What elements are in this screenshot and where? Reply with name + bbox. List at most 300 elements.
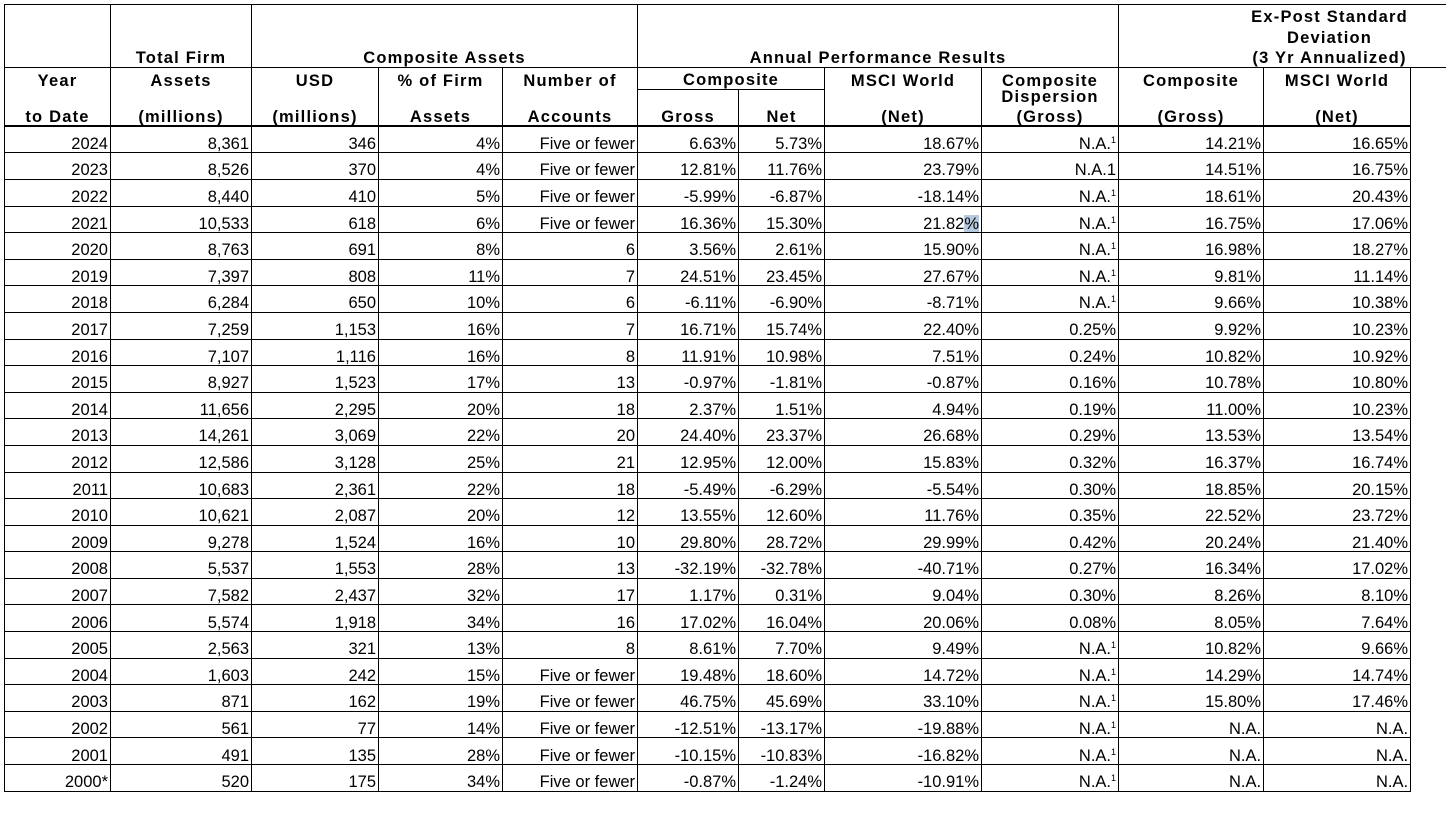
cell-gross[interactable] <box>638 259 739 286</box>
cell-usd[interactable] <box>252 286 379 313</box>
cell-assets[interactable] <box>111 578 252 605</box>
cell-sd-msci[interactable] <box>1264 339 1411 366</box>
cell-sd-comp-value: 14.51% <box>1205 161 1262 180</box>
cell-year[interactable] <box>5 179 111 206</box>
cell-gross-value: 6.63% <box>689 134 737 153</box>
cell-msci[interactable] <box>825 578 982 605</box>
cell-accounts[interactable] <box>503 738 638 765</box>
cell-sd-comp[interactable] <box>1119 392 1264 419</box>
cell-msci[interactable] <box>825 632 982 659</box>
cell-sd-comp[interactable] <box>1119 472 1264 499</box>
cell-msci[interactable] <box>825 658 982 685</box>
cell-net[interactable] <box>739 206 825 233</box>
cell-sd-comp[interactable] <box>1119 445 1264 472</box>
cell-pct[interactable] <box>379 658 503 685</box>
cell-sd-msci[interactable] <box>1264 126 1411 153</box>
cell-year[interactable] <box>5 339 111 366</box>
cell-accounts[interactable] <box>503 126 638 153</box>
cell-sd-comp[interactable] <box>1119 765 1264 792</box>
cell-year[interactable] <box>5 765 111 792</box>
cell-msci[interactable] <box>825 206 982 233</box>
cell-year[interactable] <box>5 711 111 738</box>
cell-accounts[interactable] <box>503 312 638 339</box>
cell-sd-msci[interactable] <box>1264 233 1411 260</box>
cell-gross[interactable] <box>638 738 739 765</box>
cell-usd[interactable] <box>252 126 379 153</box>
cell-usd[interactable] <box>252 392 379 419</box>
cell-msci[interactable] <box>825 711 982 738</box>
cell-disp[interactable] <box>982 578 1119 605</box>
cell-msci[interactable] <box>825 552 982 579</box>
cell-msci[interactable] <box>825 259 982 286</box>
cell-disp[interactable] <box>982 738 1119 765</box>
cell-net[interactable] <box>739 153 825 180</box>
cell-assets[interactable] <box>111 765 252 792</box>
cell-pct[interactable] <box>379 605 503 632</box>
cell-assets[interactable] <box>111 738 252 765</box>
cell-disp[interactable] <box>982 499 1119 526</box>
cell-net[interactable] <box>739 658 825 685</box>
cell-sd-msci[interactable] <box>1264 765 1411 792</box>
cell-gross[interactable] <box>638 153 739 180</box>
cell-accounts[interactable] <box>503 765 638 792</box>
cell-assets[interactable] <box>111 525 252 552</box>
cell-usd[interactable] <box>252 685 379 712</box>
cell-sd-msci[interactable] <box>1264 392 1411 419</box>
cell-assets[interactable] <box>111 685 252 712</box>
cell-net-value: -32.78% <box>760 560 823 579</box>
cell-sd-comp[interactable] <box>1119 233 1264 260</box>
cell-accounts[interactable] <box>503 578 638 605</box>
cell-msci[interactable] <box>825 685 982 712</box>
cell-gross[interactable] <box>638 578 739 605</box>
cell-pct[interactable] <box>379 738 503 765</box>
cell-sd-msci[interactable] <box>1264 578 1411 605</box>
cell-usd[interactable] <box>252 658 379 685</box>
cell-msci[interactable] <box>825 738 982 765</box>
cell-sd-msci[interactable] <box>1264 286 1411 313</box>
cell-year[interactable] <box>5 632 111 659</box>
cell-net[interactable] <box>739 339 825 366</box>
cell-msci[interactable] <box>825 765 982 792</box>
cell-year[interactable] <box>5 366 111 393</box>
cell-assets[interactable] <box>111 472 252 499</box>
cell-gross[interactable] <box>638 179 739 206</box>
cell-year[interactable] <box>5 578 111 605</box>
cell-accounts[interactable] <box>503 445 638 472</box>
cell-assets[interactable] <box>111 339 252 366</box>
cell-pct[interactable] <box>379 578 503 605</box>
cell-year[interactable] <box>5 552 111 579</box>
cell-disp[interactable] <box>982 286 1119 313</box>
cell-year[interactable] <box>5 126 111 153</box>
cell-accounts[interactable] <box>503 632 638 659</box>
cell-pct[interactable] <box>379 525 503 552</box>
cell-gross[interactable] <box>638 499 739 526</box>
cell-sd-comp[interactable] <box>1119 312 1264 339</box>
cell-assets[interactable] <box>111 206 252 233</box>
cell-gross[interactable] <box>638 632 739 659</box>
cell-gross-value: 29.80% <box>680 533 737 552</box>
cell-net[interactable] <box>739 632 825 659</box>
cell-usd[interactable] <box>252 445 379 472</box>
cell-disp-value: N.A.1 <box>1074 161 1117 180</box>
cell-sd-comp[interactable] <box>1119 339 1264 366</box>
cell-sd-comp[interactable] <box>1119 499 1264 526</box>
cell-gross[interactable] <box>638 658 739 685</box>
cell-msci[interactable] <box>825 472 982 499</box>
cell-net[interactable] <box>739 286 825 313</box>
table-row <box>5 499 1446 526</box>
cell-year[interactable] <box>5 605 111 632</box>
cell-assets[interactable] <box>111 658 252 685</box>
cell-gross[interactable] <box>638 286 739 313</box>
cell-accounts[interactable] <box>503 711 638 738</box>
cell-disp[interactable] <box>982 153 1119 180</box>
cell-assets[interactable] <box>111 632 252 659</box>
cell-msci[interactable] <box>825 445 982 472</box>
cell-year[interactable] <box>5 286 111 313</box>
cell-accounts[interactable] <box>503 419 638 446</box>
cell-net[interactable] <box>739 738 825 765</box>
cell-sd-msci[interactable] <box>1264 658 1411 685</box>
cell-msci-value: 18.67% <box>923 134 980 153</box>
cell-usd[interactable] <box>252 605 379 632</box>
cell-assets[interactable] <box>111 552 252 579</box>
cell-gross[interactable] <box>638 126 739 153</box>
cell-sd-comp[interactable] <box>1119 259 1264 286</box>
cell-assets[interactable] <box>111 711 252 738</box>
cell-disp[interactable] <box>982 419 1119 446</box>
cell-accounts[interactable] <box>503 153 638 180</box>
cell-gross[interactable] <box>638 605 739 632</box>
cell-gross[interactable] <box>638 765 739 792</box>
cell-year[interactable] <box>5 658 111 685</box>
cell-usd[interactable] <box>252 366 379 393</box>
cell-sd-msci[interactable] <box>1264 472 1411 499</box>
cell-pct-value: 4% <box>476 134 500 153</box>
cell-sd-msci[interactable] <box>1264 206 1411 233</box>
cell-assets[interactable] <box>111 605 252 632</box>
cell-disp[interactable] <box>982 472 1119 499</box>
cell-sd-msci[interactable] <box>1264 632 1411 659</box>
cell-gross[interactable] <box>638 312 739 339</box>
cell-pct[interactable] <box>379 632 503 659</box>
cell-sd-comp[interactable] <box>1119 126 1264 153</box>
cell-msci[interactable] <box>825 153 982 180</box>
cell-assets[interactable] <box>111 286 252 313</box>
cell-sd-msci[interactable] <box>1264 525 1411 552</box>
cell-usd[interactable] <box>252 339 379 366</box>
cell-year[interactable] <box>5 153 111 180</box>
cell-usd[interactable] <box>252 259 379 286</box>
cell-sd-comp[interactable] <box>1119 366 1264 393</box>
cell-year[interactable] <box>5 685 111 712</box>
cell-pct[interactable] <box>379 206 503 233</box>
cell-accounts[interactable] <box>503 525 638 552</box>
cell-disp[interactable] <box>982 206 1119 233</box>
cell-gross[interactable] <box>638 419 739 446</box>
cell-usd[interactable] <box>252 552 379 579</box>
cell-msci[interactable] <box>825 126 982 153</box>
cell-pct[interactable] <box>379 392 503 419</box>
cell-usd[interactable] <box>252 711 379 738</box>
cell-net[interactable] <box>739 472 825 499</box>
cell-gross[interactable] <box>638 445 739 472</box>
cell-accounts[interactable] <box>503 339 638 366</box>
cell-disp[interactable] <box>982 233 1119 260</box>
cell-net[interactable] <box>739 605 825 632</box>
cell-assets-value: 9,278 <box>207 533 249 552</box>
cell-accounts-value: Five or fewer <box>539 214 636 233</box>
cell-accounts[interactable] <box>503 658 638 685</box>
cell-msci[interactable] <box>825 286 982 313</box>
cell-pct-value: 4% <box>476 161 500 180</box>
cell-disp[interactable] <box>982 259 1119 286</box>
cell-accounts[interactable] <box>503 179 638 206</box>
cell-usd[interactable] <box>252 499 379 526</box>
cell-gross[interactable] <box>638 552 739 579</box>
cell-gross[interactable] <box>638 339 739 366</box>
cell-sd-comp[interactable] <box>1119 286 1264 313</box>
cell-accounts-value: Five or fewer <box>539 161 636 180</box>
cell-usd[interactable] <box>252 738 379 765</box>
cell-net[interactable] <box>739 552 825 579</box>
cell-disp[interactable] <box>982 552 1119 579</box>
cell-net-value: -6.90% <box>769 294 823 313</box>
cell-msci[interactable] <box>825 419 982 446</box>
cell-disp[interactable] <box>982 632 1119 659</box>
table-row <box>5 233 1446 260</box>
cell-net[interactable] <box>739 419 825 446</box>
cell-sd-msci[interactable] <box>1264 685 1411 712</box>
cell-sd-comp[interactable] <box>1119 179 1264 206</box>
cell-pct[interactable] <box>379 312 503 339</box>
cell-sd-comp[interactable] <box>1119 578 1264 605</box>
cell-disp[interactable] <box>982 366 1119 393</box>
cell-pct[interactable] <box>379 472 503 499</box>
cell-gross[interactable] <box>638 392 739 419</box>
cell-pct[interactable] <box>379 126 503 153</box>
cell-year[interactable] <box>5 472 111 499</box>
cell-disp[interactable] <box>982 658 1119 685</box>
cell-accounts[interactable] <box>503 286 638 313</box>
cell-msci[interactable] <box>825 499 982 526</box>
cell-assets-value: 10,621 <box>198 507 249 526</box>
cell-accounts[interactable] <box>503 392 638 419</box>
cell-net[interactable] <box>739 392 825 419</box>
cell-accounts[interactable] <box>503 259 638 286</box>
cell-sd-msci[interactable] <box>1264 552 1411 579</box>
cell-sd-comp[interactable] <box>1119 605 1264 632</box>
cell-gross[interactable] <box>638 233 739 260</box>
cell-accounts[interactable] <box>503 472 638 499</box>
cell-net-value: 5.73% <box>775 134 823 153</box>
cell-gross[interactable] <box>638 366 739 393</box>
cell-sd-comp[interactable] <box>1119 738 1264 765</box>
cell-gross[interactable] <box>638 525 739 552</box>
cell-disp[interactable] <box>982 312 1119 339</box>
cell-net[interactable] <box>739 578 825 605</box>
cell-net[interactable] <box>739 312 825 339</box>
cell-sd-msci[interactable] <box>1264 312 1411 339</box>
cell-gross-value: 24.40% <box>680 427 737 446</box>
cell-msci[interactable] <box>825 605 982 632</box>
cell-msci[interactable] <box>825 339 982 366</box>
cell-sd-comp[interactable] <box>1119 711 1264 738</box>
cell-year[interactable] <box>5 259 111 286</box>
cell-pct-value: 20% <box>466 400 500 419</box>
cell-pct[interactable] <box>379 233 503 260</box>
cell-net[interactable] <box>739 525 825 552</box>
cell-assets[interactable] <box>111 499 252 526</box>
cell-sd-msci[interactable] <box>1264 445 1411 472</box>
cell-disp[interactable] <box>982 392 1119 419</box>
cell-pct[interactable] <box>379 339 503 366</box>
cell-accounts[interactable] <box>503 552 638 579</box>
cell-pct[interactable] <box>379 499 503 526</box>
cell-disp[interactable] <box>982 711 1119 738</box>
cell-sd-msci[interactable] <box>1264 711 1411 738</box>
cell-usd[interactable] <box>252 472 379 499</box>
cell-gross-value: 17.02% <box>680 613 737 632</box>
cell-net[interactable] <box>739 179 825 206</box>
cell-gross[interactable] <box>638 711 739 738</box>
cell-sd-comp[interactable] <box>1119 658 1264 685</box>
cell-pct[interactable] <box>379 685 503 712</box>
cell-sd-msci[interactable] <box>1264 738 1411 765</box>
cell-year[interactable] <box>5 499 111 526</box>
cell-net[interactable] <box>739 445 825 472</box>
cell-accounts[interactable] <box>503 685 638 712</box>
cell-assets[interactable] <box>111 392 252 419</box>
cell-net[interactable] <box>739 685 825 712</box>
cell-usd[interactable] <box>252 765 379 792</box>
cell-pct[interactable] <box>379 445 503 472</box>
cell-pct[interactable] <box>379 711 503 738</box>
cell-pct[interactable] <box>379 765 503 792</box>
cell-net[interactable] <box>739 711 825 738</box>
cell-sd-msci[interactable] <box>1264 366 1411 393</box>
cell-disp[interactable] <box>982 605 1119 632</box>
cell-gross-value: 8.61% <box>689 640 737 659</box>
cell-assets[interactable] <box>111 126 252 153</box>
cell-msci[interactable] <box>825 366 982 393</box>
cell-assets[interactable] <box>111 312 252 339</box>
cell-accounts[interactable] <box>503 206 638 233</box>
cell-sd-comp[interactable] <box>1119 632 1264 659</box>
cell-usd[interactable] <box>252 233 379 260</box>
cell-net[interactable] <box>739 765 825 792</box>
cell-usd[interactable] <box>252 525 379 552</box>
cell-msci[interactable] <box>825 179 982 206</box>
cell-sd-msci[interactable] <box>1264 419 1411 446</box>
cell-assets[interactable] <box>111 153 252 180</box>
cell-pct[interactable] <box>379 419 503 446</box>
cell-usd[interactable] <box>252 153 379 180</box>
cell-usd[interactable] <box>252 179 379 206</box>
cell-disp[interactable] <box>982 339 1119 366</box>
cell-year[interactable] <box>5 312 111 339</box>
cell-sd-msci[interactable] <box>1264 259 1411 286</box>
cell-net[interactable] <box>739 233 825 260</box>
cell-gross[interactable] <box>638 472 739 499</box>
cell-msci[interactable] <box>825 233 982 260</box>
cell-net[interactable] <box>739 366 825 393</box>
cell-year[interactable] <box>5 206 111 233</box>
cell-year[interactable] <box>5 445 111 472</box>
cell-disp[interactable] <box>982 685 1119 712</box>
cell-usd[interactable] <box>252 312 379 339</box>
cell-net[interactable] <box>739 259 825 286</box>
performance-table <box>4 4 1446 792</box>
cell-year[interactable] <box>5 392 111 419</box>
cell-disp[interactable] <box>982 525 1119 552</box>
cell-sd-comp[interactable] <box>1119 419 1264 446</box>
cell-usd[interactable] <box>252 632 379 659</box>
cell-sd-msci[interactable] <box>1264 179 1411 206</box>
cell-msci[interactable] <box>825 392 982 419</box>
cell-accounts[interactable] <box>503 499 638 526</box>
cell-sd-msci[interactable] <box>1264 605 1411 632</box>
cell-assets[interactable] <box>111 179 252 206</box>
cell-assets[interactable] <box>111 259 252 286</box>
cell-pct[interactable] <box>379 153 503 180</box>
cell-net[interactable] <box>739 499 825 526</box>
cell-pct[interactable] <box>379 366 503 393</box>
cell-accounts[interactable] <box>503 233 638 260</box>
cell-pct[interactable] <box>379 286 503 313</box>
cell-sd-comp[interactable] <box>1119 552 1264 579</box>
cell-assets[interactable] <box>111 366 252 393</box>
header-row-group-mid <box>5 26 1446 47</box>
cell-year[interactable] <box>5 233 111 260</box>
cell-disp[interactable] <box>982 179 1119 206</box>
cell-disp[interactable] <box>982 765 1119 792</box>
cell-pct[interactable] <box>379 552 503 579</box>
cell-usd[interactable] <box>252 578 379 605</box>
cell-year[interactable] <box>5 419 111 446</box>
cell-disp[interactable] <box>982 445 1119 472</box>
cell-year[interactable] <box>5 525 111 552</box>
cell-sd-comp[interactable] <box>1119 525 1264 552</box>
cell-sd-msci[interactable] <box>1264 499 1411 526</box>
cell-msci[interactable] <box>825 525 982 552</box>
cell-net[interactable] <box>739 126 825 153</box>
cell-net-value: 10.98% <box>766 347 823 366</box>
cell-usd-value: 1,524 <box>334 533 376 552</box>
cell-accounts-value: 8 <box>625 347 636 366</box>
cell-assets[interactable] <box>111 419 252 446</box>
cell-sd-msci[interactable] <box>1264 153 1411 180</box>
cell-sd-comp[interactable] <box>1119 153 1264 180</box>
cell-assets[interactable] <box>111 445 252 472</box>
cell-pct[interactable] <box>379 179 503 206</box>
cell-assets[interactable] <box>111 233 252 260</box>
cell-accounts[interactable] <box>503 366 638 393</box>
cell-gross[interactable] <box>638 206 739 233</box>
cell-msci[interactable] <box>825 312 982 339</box>
cell-year[interactable] <box>5 738 111 765</box>
cell-pct[interactable] <box>379 259 503 286</box>
cell-sd-comp[interactable] <box>1119 685 1264 712</box>
cell-usd[interactable] <box>252 419 379 446</box>
cell-gross[interactable] <box>638 685 739 712</box>
cell-sd-comp[interactable] <box>1119 206 1264 233</box>
cell-accounts[interactable] <box>503 605 638 632</box>
cell-disp[interactable] <box>982 126 1119 153</box>
cell-usd[interactable] <box>252 206 379 233</box>
